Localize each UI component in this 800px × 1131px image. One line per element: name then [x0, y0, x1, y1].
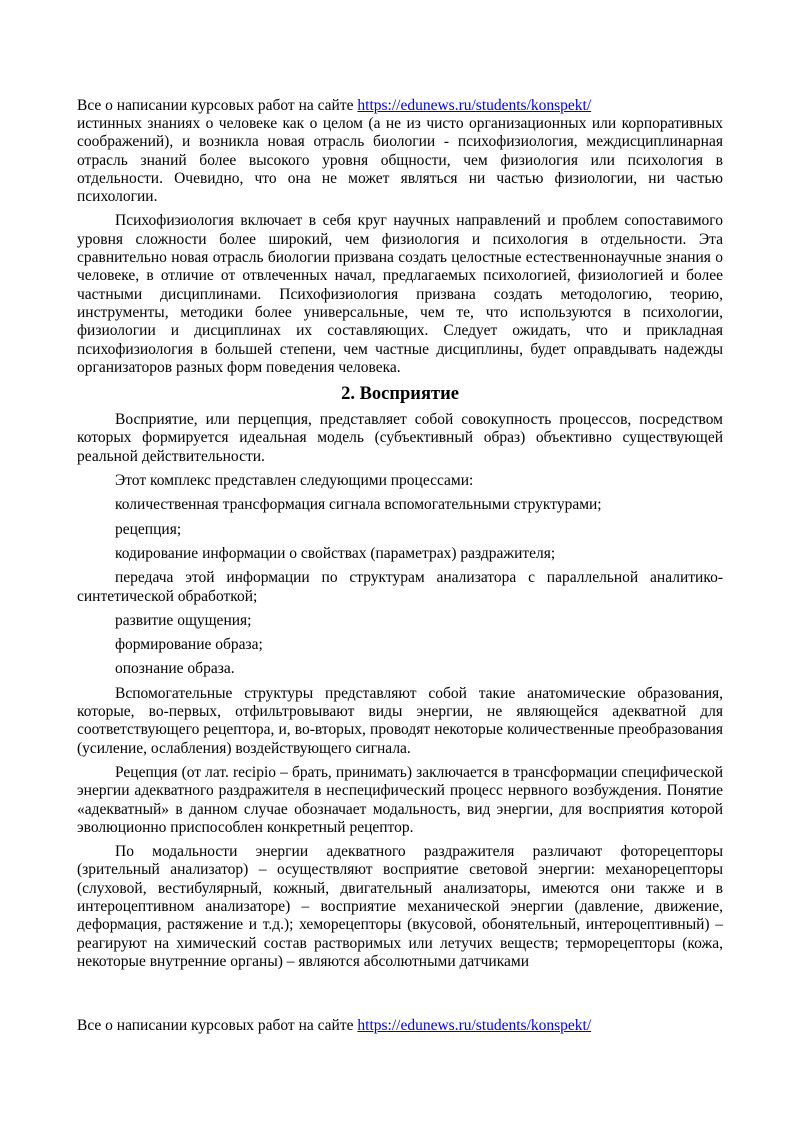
footer-prefix: Все о написании курсовых работ на сайте [77, 1017, 358, 1034]
list-item: формирование образа; [115, 636, 263, 654]
list-item: рецепция; [115, 520, 182, 538]
paragraph-perception-intro: Восприятие, или перцепция, представляет собой совокупность процессов, посредством которых формируется идеальная модель (субъективный образ) объективно существующей реальной действительности. [77, 411, 723, 465]
list-item: количественная трансформация сигнала вспомогательными структурами; [115, 496, 602, 514]
list-item: передача этой информации по структурам анализатора с параллельной аналитико-синтетической обработкой; [77, 569, 723, 605]
header-link[interactable]: https://edunews.ru/students/konspekt/ [357, 97, 592, 114]
paragraph-reception: Рецепция (от лат. recipio – брать, принимать) заключается в трансформации специфической энергии адекватного раздражителя в неспецифический процесс нервного возбуждения. Понятие «адекватный» в данном случае обозначает модальность, вид энергии, для восприятия которой эволюционно приспособлен конкретный рецептор. [77, 763, 723, 836]
list-item: кодирование информации о свойствах (параметрах) раздражителя; [115, 544, 556, 562]
paragraph-continued: истинных знаниях о человеке как о целом (а не из чисто организационных или корпоративных соображений), и возникла новая отрасль биологии - психофизиология, междисциплинарная отрасль знаний более высокого уровня общности, чем физиология или психология в отдельности. Очевидно, что она не может являться ни частью физиологии, ни частью психологии. [77, 115, 723, 206]
paragraph-modality: По модальности энергии адекватного раздражителя различают фоторецепторы (зрительный анализатор) – осуществляют восприятие световой энергии: механорецепторы (слуховой, вестибулярный, кожный, двигательный анализаторы, имеются они также и в интероцептивном анализаторе) – восприятие механической энергии (давление, движение, деформация, растяжение и т.д.); хеморецепторы (вкусовой, обонятельный, интероцептивный) – реагируют на химический состав растворимых или летучих веществ; терморецепторы (кожа, некоторые внутренние органы) – являются абсолютными датчиками [77, 843, 723, 970]
page-content [77, 96, 723, 977]
header-line [77, 96, 723, 115]
header-prefix: Все о написании курсовых работ на сайте [77, 97, 358, 114]
list-item: развитие ощущения; [115, 611, 252, 629]
paragraph-auxiliary-structures: Вспомогательные структуры представляют собой такие анатомические образования, которые, во-первых, отфильтровывают виды энергии, не являющейся адекватной для соответствующего рецептора, и, во-вторых, проводят некоторые количественные преобразования (усиление, ослабления) воздействующего сигнала. [77, 684, 723, 757]
list-intro: Этот комплекс представлен следующими процессами: [115, 472, 474, 490]
footer-line [77, 1016, 591, 1035]
paragraph-psychophysiology: Психофизиология включает в себя круг научных направлений и проблем сопоставимого уровня сложности более широкий, чем физиология и психология в отдельности. Эта сравнительно новая отрасль биологии призвана создать целостные естественнонаучные знания о человеке, в отличие от отвлеченных начал, предлагаемых психологией, физиологией и более частными дисциплинами. Психофизиология призвана создать методологию, теорию, инструменты, методики более универсальные, чем те, что используются в психологии, физиологии и дисциплинах их составляющих. Следует ожидать, что и прикладная психофизиология в большей степени, чем частные дисциплины, будет оправдывать надежды организаторов разных форм поведения человека. [77, 212, 723, 376]
footer-link[interactable]: https://edunews.ru/students/konspekt/ [357, 1017, 592, 1034]
list-item: опознание образа. [115, 660, 235, 678]
section-title: 2. Восприятие [341, 384, 459, 405]
